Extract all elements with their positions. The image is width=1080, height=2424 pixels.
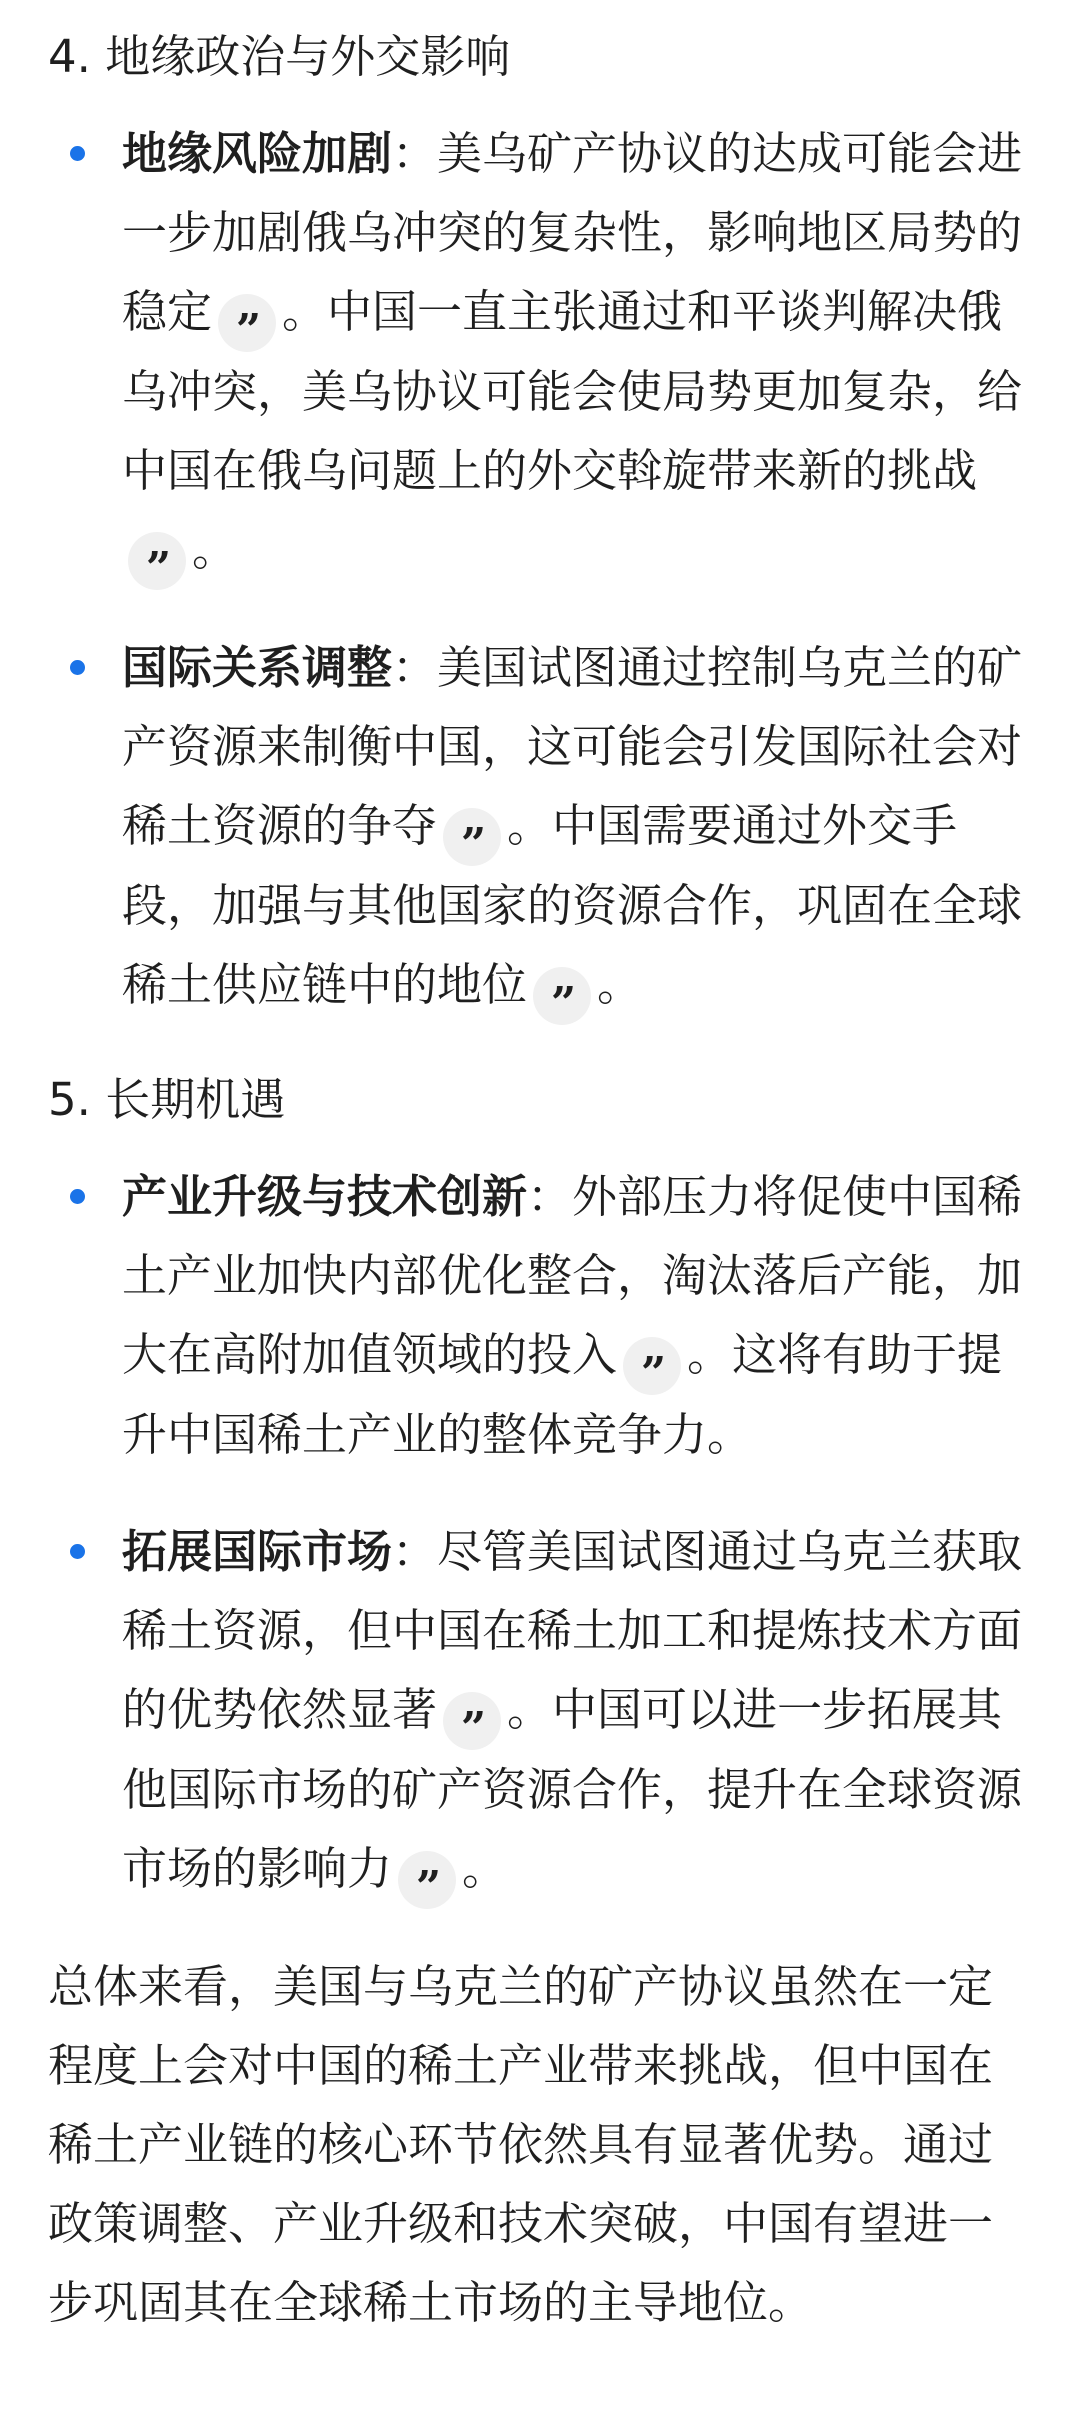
bullet-dot-icon (70, 1544, 85, 1559)
item-text: 。 (462, 1842, 508, 1895)
citation-quote-icon[interactable]: ” (398, 1851, 456, 1909)
list-item-intl-market (48, 1512, 1032, 1913)
section-4-list (48, 114, 1032, 1029)
item-term: 拓展国际市场 (122, 1525, 393, 1578)
bullet-dot-icon (70, 660, 85, 675)
item-text: ：美乌矿产协议的达成可能会进一步加剧俄乌冲突的复杂性，影响地区局势的稳定 (122, 127, 1023, 338)
summary-paragraph: 总体来看，美国与乌克兰的矿产协议虽然在一定程度上会对中国的稀土产业带来挑战，但中国在稀土产业链的核心环节依然具有显著优势。通过政策调整、产业升级和技术突破，中国有望进一步巩固其在全球稀土市场的主导地位。 (48, 1960, 994, 2329)
section-5-heading: 5. 长期机遇 (48, 1073, 286, 1126)
item-text: ：尽管美国试图通过乌克兰获取稀土资源，但中国在稀土加工和提炼技术方面的优势依然显著 (122, 1525, 1023, 1736)
citation-quote-icon[interactable]: ” (443, 1692, 501, 1750)
item-text: 。中国一直主张通过和平谈判解决俄乌冲突，美乌协议可能会使局势更加复杂，给中国在俄乌问题上的外交斡旋带来新的挑战 (122, 285, 1023, 497)
bullet-dot-icon (70, 1189, 85, 1204)
citation-quote-icon[interactable]: ” (218, 294, 276, 352)
list-item-geo-risk (48, 114, 1032, 594)
list-item-industry-upgrade (48, 1157, 1032, 1474)
item-term: 国际关系调整 (122, 641, 393, 694)
list-item-intl-relations (48, 628, 1032, 1029)
item-text: 。 (597, 958, 643, 1011)
item-term: 产业升级与技术创新 (122, 1170, 528, 1223)
item-text: ：美国试图通过控制乌克兰的矿产资源来制衡中国，这可能会引发国际社会对稀土资源的争夺 (122, 641, 1023, 852)
citation-quote-icon[interactable]: ” (533, 967, 591, 1025)
section-4-heading: 4. 地缘政治与外交影响 (48, 30, 511, 83)
item-text: 。中国需要通过外交手段，加强与其他国家的资源合作，巩固在全球稀土供应链中的地位 (122, 799, 1023, 1011)
item-text: ：外部压力将促使中国稀土产业加快内部优化整合，淘汰落后产能，加大在高附加值领域的投入 (122, 1170, 1023, 1381)
bullet-dot-icon (70, 146, 85, 161)
citation-quote-icon[interactable]: ” (623, 1337, 681, 1395)
section-5-list (48, 1157, 1032, 1913)
item-term: 地缘风险加剧 (122, 127, 393, 180)
citation-quote-icon[interactable]: ” (128, 532, 186, 590)
item-text: 。中国可以进一步拓展其他国际市场的矿产资源合作，提升在全球资源市场的影响力 (122, 1683, 1023, 1895)
item-text: 。这将有助于提升中国稀土产业的整体竞争力。 (122, 1328, 1003, 1461)
citation-quote-icon[interactable]: ” (443, 808, 501, 866)
item-text: 。 (192, 523, 238, 576)
